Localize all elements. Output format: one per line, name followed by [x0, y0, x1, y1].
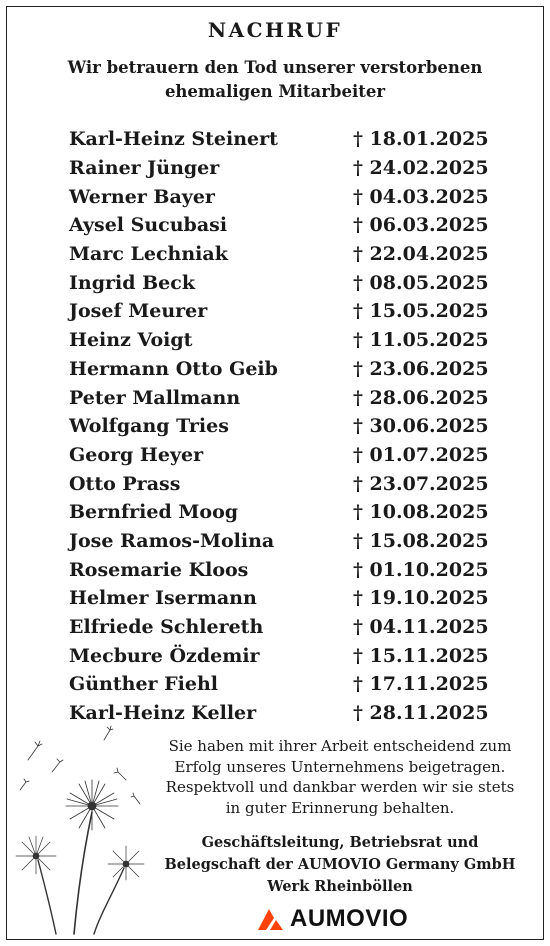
deceased-name: Aysel Sucubasi — [69, 214, 228, 237]
deceased-row — [69, 555, 489, 584]
deceased-row — [69, 240, 489, 269]
deceased-name: Mecbure Özdemir — [69, 644, 260, 667]
tribute-line: Sie haben mit ihrer Arbeit entscheidend zum — [168, 737, 512, 755]
deceased-date: † 17.11.2025 — [353, 673, 489, 696]
deceased-name: Heinz Voigt — [69, 329, 193, 352]
deceased-name: Bernfried Moog — [69, 501, 239, 524]
deceased-date: † 30.06.2025 — [353, 415, 489, 438]
deceased-date: † 28.06.2025 — [353, 386, 489, 409]
deceased-date: † 15.11.2025 — [353, 644, 489, 667]
deceased-name: Elfriede Schlereth — [69, 616, 264, 639]
tribute-line: Erfolg unseres Unternehmens beigetragen. — [174, 757, 506, 776]
deceased-name: Helmer Isermann — [69, 587, 257, 610]
deceased-date: † 15.05.2025 — [353, 300, 489, 323]
deceased-name: Karl-Heinz Keller — [69, 702, 257, 725]
deceased-row — [69, 441, 489, 470]
deceased-row — [69, 469, 489, 498]
tribute-line: in guter Erinnerung behalten. — [225, 798, 455, 817]
deceased-row — [69, 355, 489, 384]
deceased-name: Jose Ramos-Molina — [69, 529, 275, 552]
aumovio-logo-icon — [256, 907, 286, 931]
deceased-date: † 08.05.2025 — [353, 271, 489, 294]
deceased-date: † 18.01.2025 — [353, 128, 489, 151]
deceased-name: Werner Bayer — [69, 185, 215, 208]
deceased-date: † 23.06.2025 — [353, 357, 489, 380]
deceased-date: † 04.11.2025 — [353, 616, 489, 639]
tribute-line: Respektvoll und dankbar werden wir sie stets — [165, 778, 515, 796]
deceased-name: Günther Fiehl — [69, 673, 218, 696]
deceased-row — [69, 383, 489, 412]
deceased-row — [69, 125, 489, 154]
logo-wordmark: AUMOVIO — [290, 905, 409, 932]
deceased-row — [69, 498, 489, 527]
deceased-date: † 01.07.2025 — [353, 443, 489, 466]
deceased-date: † 01.10.2025 — [353, 558, 489, 581]
dandelion-illustration — [8, 720, 168, 938]
deceased-row — [69, 211, 489, 240]
deceased-date: † 23.07.2025 — [353, 472, 489, 495]
deceased-row — [69, 297, 489, 326]
deceased-name: Otto Prass — [69, 472, 181, 495]
deceased-name: Karl-Heinz Steinert — [69, 128, 278, 151]
deceased-date: † 19.10.2025 — [353, 587, 489, 610]
deceased-date: † 04.03.2025 — [353, 185, 489, 208]
deceased-date: † 10.08.2025 — [353, 501, 489, 524]
deceased-name: Rosemarie Kloos — [69, 558, 249, 581]
signoff-text — [148, 832, 532, 898]
deceased-date: † 15.08.2025 — [353, 529, 489, 552]
deceased-date: † 28.11.2025 — [353, 702, 489, 725]
deceased-row — [69, 613, 489, 642]
tribute-text — [148, 736, 532, 818]
deceased-row — [69, 268, 489, 297]
deceased-date: † 24.02.2025 — [353, 157, 489, 180]
deceased-row — [69, 154, 489, 183]
deceased-name: Ingrid Beck — [69, 271, 195, 294]
deceased-name: Hermann Otto Geib — [69, 357, 278, 380]
deceased-name: Wolfgang Tries — [69, 415, 229, 438]
deceased-row — [69, 641, 489, 670]
obituary-title: NACHRUF — [207, 18, 343, 42]
deceased-row — [69, 412, 489, 441]
deceased-row — [69, 182, 489, 211]
deceased-date: † 22.04.2025 — [353, 243, 489, 266]
deceased-name: Rainer Jünger — [69, 157, 220, 180]
deceased-name: Peter Mallmann — [69, 386, 241, 409]
deceased-list — [69, 125, 489, 727]
deceased-row — [69, 584, 489, 613]
aumovio-logo — [256, 903, 408, 935]
subtitle-line: ehemaligen Mitarbeiter — [164, 82, 386, 101]
deceased-date: † 11.05.2025 — [353, 329, 489, 352]
subtitle-line: Wir betrauern den Tod unserer verstorbenen — [67, 58, 483, 77]
deceased-row — [69, 670, 489, 699]
deceased-name: Georg Heyer — [69, 443, 204, 466]
deceased-name: Marc Lechniak — [69, 243, 228, 266]
obituary-subtitle — [40, 56, 510, 104]
deceased-row — [69, 527, 489, 556]
signoff-line: Geschäftsleitung, Betriebsrat und — [201, 834, 479, 851]
deceased-name: Josef Meurer — [69, 300, 208, 323]
signoff-line: Werk Rheinböllen — [267, 878, 413, 895]
signoff-line: Belegschaft der AUMOVIO Germany GmbH — [164, 856, 516, 873]
deceased-row — [69, 326, 489, 355]
deceased-date: † 06.03.2025 — [353, 214, 489, 237]
